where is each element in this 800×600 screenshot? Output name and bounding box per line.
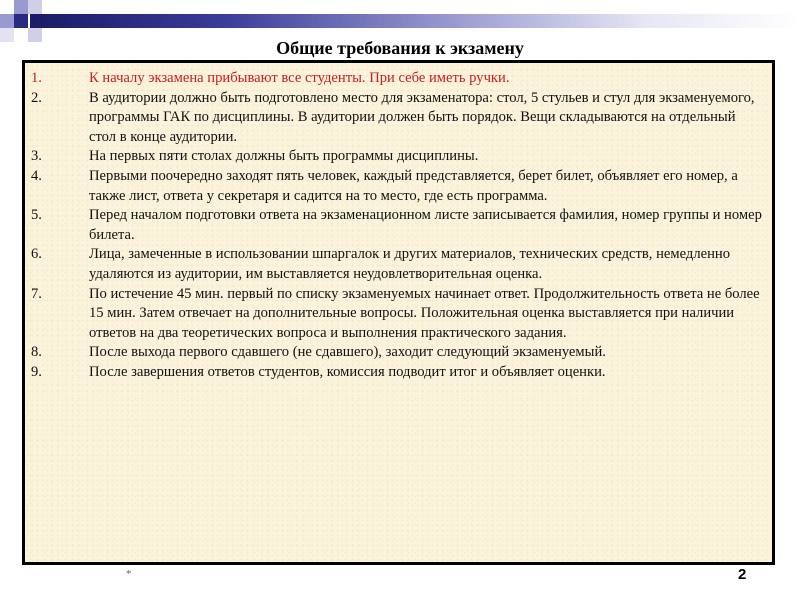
list-item-number: 8. <box>31 344 42 361</box>
list-item-text: После завершения ответов студентов, комиссия подводит итог и объявляет оценки. <box>89 363 606 380</box>
slide-title: Общие требования к экзамену <box>276 38 524 58</box>
header-gradient-bar <box>30 14 800 28</box>
list-item-text: После выхода первого сдавшего (не сдавшего), заходит следующий экзаменуемый. <box>89 344 606 361</box>
decor-square <box>28 0 42 14</box>
list-item-number: 6. <box>31 246 42 263</box>
list-item-text: Первыми поочередно заходят пять человек, каждый представляется, берет билет, объявляет его номер, а также лист, ответа у секретаря и садится на то место, где есть программа. <box>89 167 738 204</box>
list-item <box>31 285 764 344</box>
list-item <box>31 245 764 284</box>
list-item-text: На первых пяти столах должны быть программы дисциплины. <box>89 148 479 165</box>
rules-panel <box>22 60 775 565</box>
list-item-number: 9. <box>31 363 42 380</box>
list-item-number: 1. <box>31 70 42 86</box>
list-item <box>31 147 764 167</box>
list-item-text: Лица, замеченные в использовании шпаргалок и других материалов, технических средств, немедленно удаляются из аудитории, им выставляется неудовлетворительная оценка. <box>89 246 731 282</box>
page-number: 2 <box>738 566 747 583</box>
decor-square <box>0 14 14 28</box>
list-item <box>31 89 764 148</box>
list-item-text: В аудитории должно быть подготовлено место для экзаменатора: стол, 5 стульев и стул для экзаменуемого, программы ГАК по дисциплины. В аудитории должен быть порядок. Вещи складываются на отдельный стол в конце аудитории. <box>89 89 755 145</box>
list-item-number: 3. <box>31 148 42 165</box>
footer-mark: * <box>126 568 132 580</box>
rules-list <box>31 69 764 383</box>
decor-square <box>14 14 28 28</box>
list-item-number: 5. <box>31 207 42 224</box>
list-item <box>31 167 764 206</box>
list-item <box>31 363 764 383</box>
list-item-text: По истечение 45 мин. первый по списку экзаменуемых начинает ответ. Продолжительность ответа не более 15 мин. Затем отвечает на дополнительные вопросы. Положительная оценка выставляется при наличии ответов на два теоретических вопроса и выполнения практического задания. <box>89 285 760 341</box>
list-item <box>31 206 764 245</box>
list-item <box>31 343 764 363</box>
header-decoration <box>0 0 800 40</box>
decor-square <box>14 0 28 14</box>
list-item-number: 2. <box>31 89 42 106</box>
list-item-number: 7. <box>31 285 42 302</box>
list-item-text: К началу экзамена прибывают все студенты. При себе иметь ручки. <box>89 70 510 86</box>
list-item-number: 4. <box>31 167 42 184</box>
list-item-text: Перед началом подготовки ответа на экзаменационном листе записывается фамилия, номер группы и номер билета. <box>89 207 762 243</box>
list-item <box>31 69 764 89</box>
